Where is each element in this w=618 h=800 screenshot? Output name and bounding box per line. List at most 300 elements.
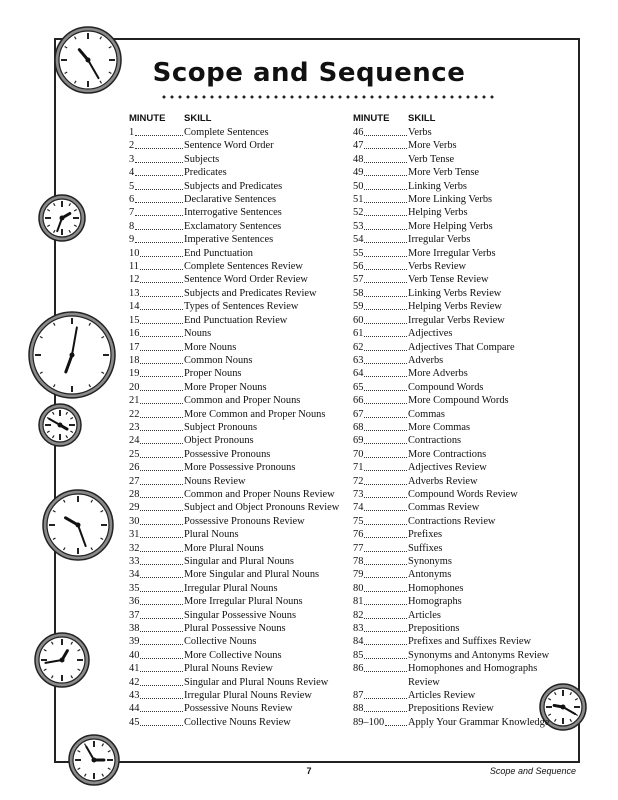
minute-value: 82 <box>353 609 364 621</box>
minute-number <box>353 609 408 622</box>
skill-row <box>353 314 563 327</box>
skill-row <box>129 408 341 421</box>
skill-row <box>353 300 563 313</box>
dot-leader <box>135 180 183 190</box>
skill-row <box>353 528 563 541</box>
skill-name: Subject Pronouns <box>184 421 258 433</box>
clock-icon <box>67 733 121 787</box>
skill-name: Possessive Pronouns Review <box>184 515 305 527</box>
skill-row <box>353 635 563 648</box>
skill-name: More Linking Verbs <box>408 194 493 206</box>
skill-name: More Singular and Plural Nouns <box>184 569 320 581</box>
skill-row <box>129 220 341 233</box>
skill-row <box>129 180 341 193</box>
skill-name: Collective Nouns <box>184 636 257 648</box>
dot-leader <box>364 273 407 283</box>
minute-number <box>353 662 408 675</box>
skill-row <box>353 153 563 166</box>
skill-name: Complete Sentences Review <box>184 261 303 273</box>
skill-name: Compound Words Review <box>408 488 518 500</box>
skill-name: Subjects and Predicates Review <box>184 287 317 299</box>
minute-number <box>129 341 184 354</box>
dot-leader <box>364 595 407 605</box>
minute-number <box>353 367 408 380</box>
minute-value: 18 <box>129 354 140 366</box>
right-skill-list <box>353 126 563 729</box>
skill-name: Nouns Review <box>184 475 246 487</box>
skill-name: Commas <box>408 408 445 420</box>
skill-name: Articles <box>408 609 441 621</box>
skill-row <box>353 716 563 729</box>
skill-name: More Adverbs <box>408 368 468 380</box>
skill-row <box>353 367 563 380</box>
dot-leader <box>140 394 183 404</box>
skill-name: Nouns <box>184 328 212 340</box>
minute-number <box>353 341 408 354</box>
minute-number <box>353 139 408 152</box>
minute-value: 70 <box>353 448 364 460</box>
minute-number <box>129 153 184 166</box>
right-column <box>353 112 563 729</box>
minute-value: 73 <box>353 488 364 500</box>
dot-leader <box>364 662 407 672</box>
minute-value: 66 <box>353 395 364 407</box>
skill-name: Possessive Nouns Review <box>184 703 293 715</box>
skill-row <box>353 515 563 528</box>
minute-number <box>129 689 184 702</box>
skill-row <box>353 233 563 246</box>
dot-leader <box>140 676 183 686</box>
skill-row <box>353 488 563 501</box>
dot-leader <box>140 716 183 726</box>
skill-name: More Verbs <box>408 140 457 152</box>
minute-number <box>353 233 408 246</box>
skill-name: More Collective Nouns <box>184 649 282 661</box>
minute-number <box>129 247 184 260</box>
minute-number <box>353 515 408 528</box>
minute-value: 71 <box>353 462 364 474</box>
minute-value: 67 <box>353 408 364 420</box>
skill-name: More Helping Verbs <box>408 220 493 232</box>
skill-name: Homophones <box>408 582 464 594</box>
minute-value: 50 <box>353 180 364 192</box>
skill-name: Adjectives Review <box>408 462 487 474</box>
minute-value: 11 <box>129 261 140 273</box>
dot-leader <box>140 702 183 712</box>
skill-name: Irregular Verbs <box>408 234 471 246</box>
skill-row <box>129 381 341 394</box>
skill-name: Synonyms and Antonyms Review <box>408 649 550 661</box>
minute-number <box>353 314 408 327</box>
skill-name: Verbs Review <box>408 261 466 273</box>
dot-leader <box>364 689 407 699</box>
minute-number <box>353 287 408 300</box>
dot-leader <box>364 287 407 297</box>
skill-name: Linking Verbs <box>408 180 467 192</box>
dot-leader <box>364 314 407 324</box>
minute-header: MINUTE <box>129 113 166 124</box>
dot-leader <box>140 247 183 257</box>
clock-icon <box>37 402 83 448</box>
minute-value: 26 <box>129 462 140 474</box>
dot-leader <box>364 367 407 377</box>
minute-value: 55 <box>353 247 364 259</box>
skill-row <box>129 354 341 367</box>
minute-number <box>353 689 408 702</box>
minute-number <box>129 421 184 434</box>
dot-leader <box>364 327 407 337</box>
dot-leader <box>364 515 407 525</box>
dot-leader <box>140 421 183 431</box>
minute-number <box>353 354 408 367</box>
skill-row <box>129 273 341 286</box>
skill-name: Subjects <box>184 153 220 165</box>
skill-row <box>353 381 563 394</box>
dot-leader <box>140 528 183 538</box>
dot-leader <box>385 716 407 726</box>
skill-name: More Plural Nouns <box>184 542 264 554</box>
skill-row <box>353 126 563 139</box>
dot-leader <box>140 555 183 565</box>
dot-leader <box>364 247 407 257</box>
dot-leader <box>140 408 183 418</box>
minute-value: 31 <box>129 529 140 541</box>
minute-number <box>353 595 408 608</box>
dot-leader <box>140 488 183 498</box>
skill-name: Antonyms <box>408 569 452 581</box>
minute-value: 84 <box>353 636 364 648</box>
skill-name: Singular and Plural Nouns <box>184 556 294 567</box>
skill-row <box>129 501 341 514</box>
dot-leader <box>135 153 183 163</box>
dot-leader <box>364 206 407 216</box>
dot-leader <box>140 595 183 605</box>
minute-value: 14 <box>129 301 140 313</box>
dot-leader <box>140 461 183 471</box>
minute-number <box>129 635 184 648</box>
clock-icon <box>33 631 91 689</box>
skill-row <box>129 702 341 715</box>
dot-leader <box>135 166 183 176</box>
minute-value: 88 <box>353 703 364 715</box>
minute-number <box>353 461 408 474</box>
minute-value: 75 <box>353 515 364 527</box>
dot-leader <box>364 542 407 552</box>
skill-name: Suffixes <box>408 542 443 554</box>
minute-value: 5 <box>129 180 135 192</box>
dot-leader <box>364 421 407 431</box>
minute-number <box>129 555 184 568</box>
minute-number <box>353 273 408 286</box>
skill-row <box>353 220 563 233</box>
skill-row <box>129 649 341 662</box>
minute-value: 78 <box>353 556 364 567</box>
dot-leader <box>135 126 183 136</box>
minute-value: 77 <box>353 542 364 554</box>
skill-row <box>353 461 563 474</box>
skill-name: Homographs <box>408 596 462 608</box>
skill-row <box>129 676 341 689</box>
minute-value: 46 <box>353 127 364 138</box>
dot-leader <box>364 501 407 511</box>
dot-leader <box>364 260 407 270</box>
dot-leader <box>135 206 183 216</box>
skill-row <box>129 716 341 729</box>
minute-number <box>353 300 408 313</box>
skill-row <box>129 300 341 313</box>
minute-value: 20 <box>129 381 140 393</box>
minute-value: 42 <box>129 676 140 688</box>
minute-value: 1 <box>129 127 135 138</box>
minute-value: 79 <box>353 569 364 581</box>
minute-number <box>353 408 408 421</box>
dot-leader <box>140 448 183 458</box>
minute-value: 62 <box>353 341 364 353</box>
minute-value: 10 <box>129 247 140 259</box>
dot-leader <box>140 649 183 659</box>
minute-value: 8 <box>129 220 135 232</box>
skill-row <box>353 662 563 689</box>
minute-value: 16 <box>129 328 140 340</box>
minute-number <box>129 327 184 340</box>
dot-leader <box>364 635 407 645</box>
minute-value: 17 <box>129 341 140 353</box>
skill-name: Verbs <box>408 127 432 138</box>
skill-row <box>353 260 563 273</box>
dot-leader <box>140 568 183 578</box>
minute-number <box>129 139 184 152</box>
skill-row <box>353 595 563 608</box>
dot-leader <box>364 354 407 364</box>
dot-leader <box>140 327 183 337</box>
skill-row <box>353 166 563 179</box>
dot-leader <box>135 220 183 230</box>
skill-name: Plural Possessive Nouns <box>184 623 286 635</box>
minute-value: 68 <box>353 421 364 433</box>
minute-value: 81 <box>353 596 364 608</box>
minute-value: 19 <box>129 368 140 380</box>
dot-leader <box>364 139 407 149</box>
skill-row <box>129 635 341 648</box>
minute-value: 30 <box>129 515 140 527</box>
dot-leader <box>364 341 407 351</box>
dot-leader <box>135 233 183 243</box>
skill-row <box>353 622 563 635</box>
skill-row <box>353 341 563 354</box>
skill-row <box>353 394 563 407</box>
minute-number <box>129 676 184 689</box>
skill-row <box>129 327 341 340</box>
dot-leader <box>140 381 183 391</box>
skill-row <box>353 421 563 434</box>
skill-name: Prepositions <box>408 623 460 635</box>
skill-row <box>129 582 341 595</box>
skill-name: Subjects and Predicates <box>184 180 283 192</box>
minute-number <box>129 273 184 286</box>
page-title: Scope and Sequence <box>152 58 466 88</box>
skill-row <box>129 689 341 702</box>
dot-leader <box>364 153 407 163</box>
minute-value: 27 <box>129 475 140 487</box>
column-header <box>353 112 563 126</box>
title-dotted-rule <box>160 95 496 99</box>
skill-row <box>129 488 341 501</box>
clock-icon <box>27 310 117 400</box>
skill-row <box>353 609 563 622</box>
minute-number <box>353 568 408 581</box>
skill-name: Adjectives That Compare <box>408 341 515 353</box>
dot-leader <box>364 555 407 565</box>
minute-number <box>353 475 408 488</box>
minute-number <box>129 367 184 380</box>
minute-value: 12 <box>129 274 140 286</box>
skill-name: Irregular Plural Nouns <box>184 582 278 594</box>
column-header <box>129 112 341 126</box>
skill-row <box>129 609 341 622</box>
dot-leader <box>140 341 183 351</box>
skill-name: Compound Words <box>408 381 484 393</box>
dot-leader <box>140 300 183 310</box>
skill-row <box>129 542 341 555</box>
skill-name: Predicates <box>184 167 227 179</box>
skill-name: Subject and Object Pronouns Review <box>184 502 340 514</box>
dot-leader <box>364 434 407 444</box>
dot-leader <box>364 649 407 659</box>
skill-row <box>353 582 563 595</box>
minute-value: 59 <box>353 301 364 313</box>
skill-row <box>129 515 341 528</box>
dot-leader <box>364 126 407 136</box>
skill-row <box>353 448 563 461</box>
skill-row <box>129 153 341 166</box>
minute-number <box>129 542 184 555</box>
skill-row <box>129 555 341 568</box>
dot-leader <box>364 702 407 712</box>
minute-value: 33 <box>129 556 140 567</box>
skill-name: Plural Nouns Review <box>184 663 273 675</box>
minute-number <box>129 649 184 662</box>
dot-leader <box>364 193 407 203</box>
skill-name: Articles Review <box>408 690 476 702</box>
dot-leader <box>140 515 183 525</box>
minute-number <box>353 153 408 166</box>
minute-value: 2 <box>129 140 135 152</box>
minute-value: 63 <box>353 354 364 366</box>
minute-value: 9 <box>129 234 135 246</box>
skill-name: Contractions <box>408 435 462 447</box>
skill-name: Singular and Plural Nouns Review <box>184 676 329 688</box>
skill-row <box>353 408 563 421</box>
skill-name: Homophones and Homographs Review <box>408 663 538 688</box>
dot-leader <box>140 689 183 699</box>
skill-row <box>353 475 563 488</box>
skill-row <box>129 139 341 152</box>
skill-row <box>353 273 563 286</box>
dot-leader <box>140 542 183 552</box>
minute-number <box>353 622 408 635</box>
minute-value: 35 <box>129 582 140 594</box>
skill-row <box>353 702 563 715</box>
skill-name: Adverbs <box>408 354 444 366</box>
page-number: 7 <box>306 766 312 776</box>
minute-value: 36 <box>129 596 140 608</box>
minute-value: 76 <box>353 529 364 541</box>
minute-number <box>129 702 184 715</box>
minute-number <box>129 126 184 139</box>
dot-leader <box>140 314 183 324</box>
skill-row <box>353 501 563 514</box>
minute-number <box>129 314 184 327</box>
skill-row <box>129 421 341 434</box>
minute-value: 39 <box>129 636 140 648</box>
left-skill-list <box>129 126 341 729</box>
minute-number <box>129 300 184 313</box>
dot-leader <box>140 501 183 511</box>
skill-name: Common and Proper Nouns <box>184 395 301 407</box>
minute-value: 58 <box>353 287 364 299</box>
minute-number <box>129 166 184 179</box>
dot-leader <box>364 233 407 243</box>
minute-number <box>129 260 184 273</box>
minute-number <box>353 434 408 447</box>
skill-row <box>353 555 563 568</box>
skill-row <box>129 341 341 354</box>
minute-number <box>129 287 184 300</box>
dot-leader <box>364 582 407 592</box>
minute-value: 24 <box>129 435 140 447</box>
minute-number <box>129 622 184 635</box>
skill-row <box>129 247 341 260</box>
skill-row <box>353 206 563 219</box>
minute-value: 64 <box>353 368 364 380</box>
minute-value: 85 <box>353 649 364 661</box>
skill-row <box>353 354 563 367</box>
minute-number <box>129 220 184 233</box>
dot-leader <box>364 622 407 632</box>
minute-number <box>129 501 184 514</box>
minute-number <box>129 582 184 595</box>
skill-row <box>353 287 563 300</box>
skill-name: Irregular Plural Nouns Review <box>184 690 312 702</box>
skill-name: Verb Tense <box>408 153 455 165</box>
skill-name: More Verb Tense <box>408 167 480 179</box>
minute-number <box>353 555 408 568</box>
minute-number <box>353 542 408 555</box>
footer-section-title: Scope and Sequence <box>489 766 576 776</box>
minute-number <box>353 501 408 514</box>
dot-leader <box>140 354 183 364</box>
minute-value: 40 <box>129 649 140 661</box>
minute-number <box>129 394 184 407</box>
minute-header: MINUTE <box>353 113 390 124</box>
skill-row <box>353 568 563 581</box>
skill-name: End Punctuation <box>184 247 253 259</box>
minute-value: 86 <box>353 663 364 675</box>
minute-number <box>353 166 408 179</box>
dot-leader <box>364 461 407 471</box>
minute-value: 57 <box>353 274 364 286</box>
minute-value: 48 <box>353 153 364 165</box>
minute-value: 3 <box>129 153 135 165</box>
minute-value: 61 <box>353 328 364 340</box>
skill-name: Proper Nouns <box>184 368 242 380</box>
minute-number <box>353 247 408 260</box>
minute-number <box>353 582 408 595</box>
skill-name: Prepositions Review <box>408 703 494 715</box>
dot-leader <box>364 488 407 498</box>
skill-name: More Nouns <box>184 341 237 353</box>
skill-row <box>129 314 341 327</box>
